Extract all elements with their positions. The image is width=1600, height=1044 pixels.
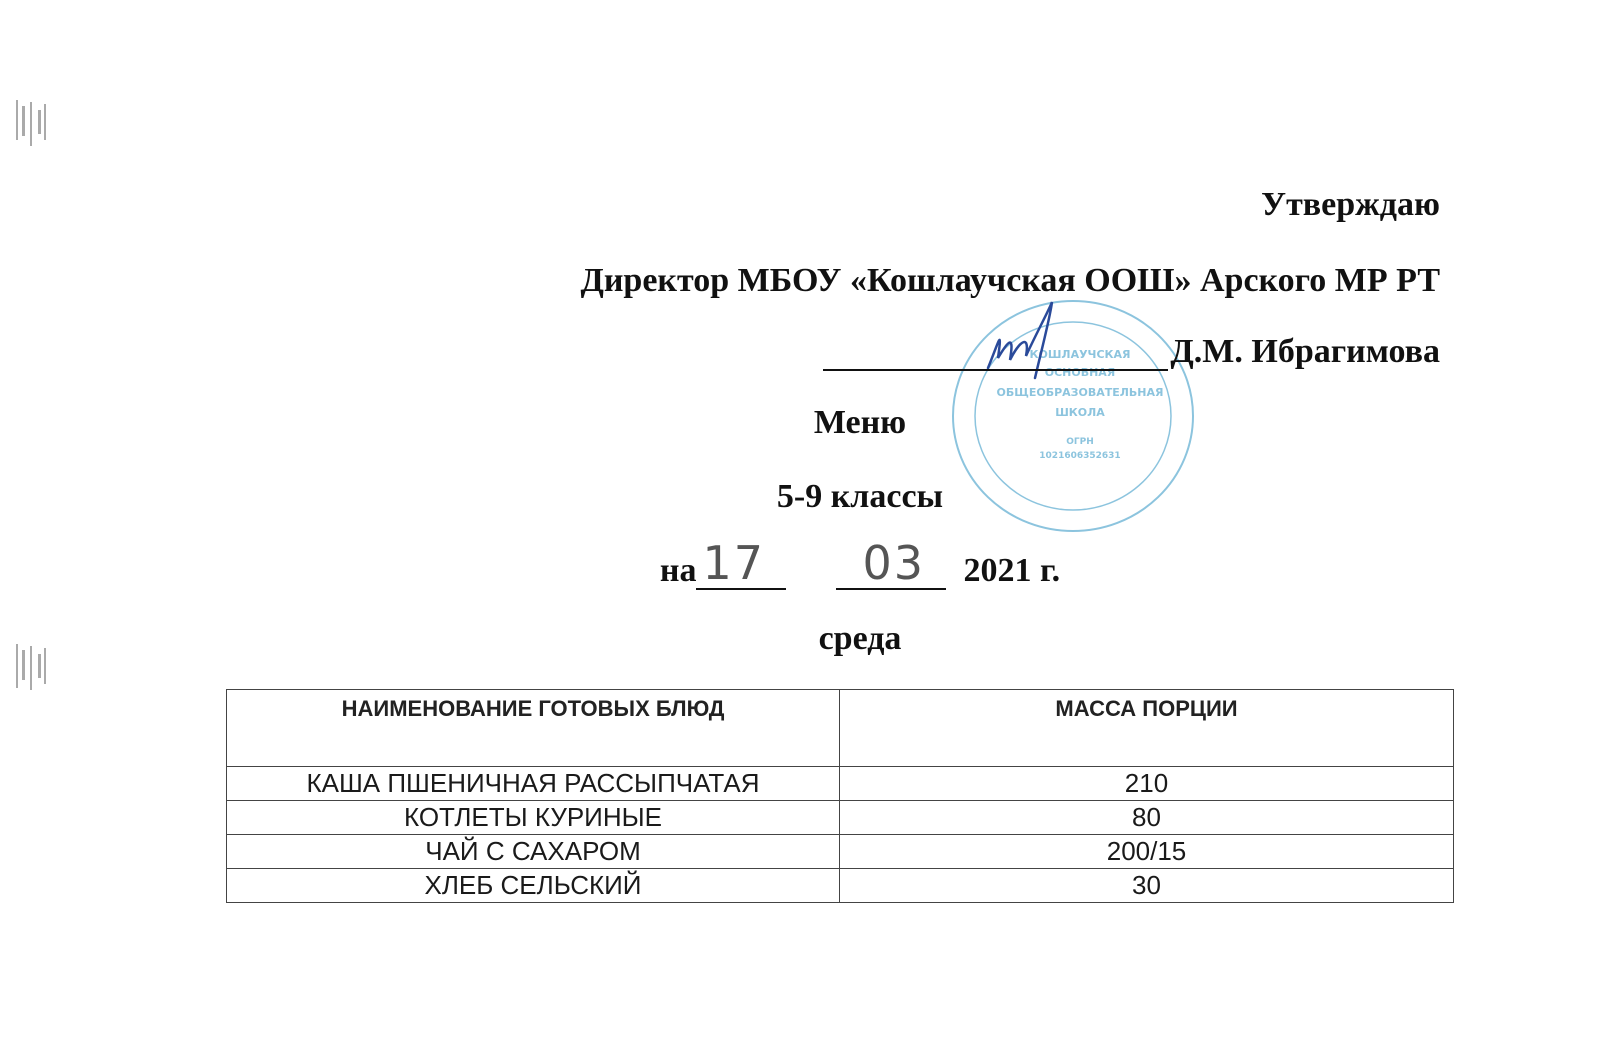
approval-label: Утверждаю <box>1261 186 1440 223</box>
table-row <box>227 835 1454 869</box>
column-header-mass: МАССА ПОРЦИИ <box>840 690 1454 767</box>
svg-text:ОБЩЕОБРАЗОВАТЕЛЬНАЯ: ОБЩЕОБРАЗОВАТЕЛЬНАЯ <box>996 386 1164 399</box>
svg-text:ШКОЛА: ШКОЛА <box>1055 406 1105 419</box>
svg-text:ОГРН: ОГРН <box>1066 437 1094 447</box>
scan-noise <box>14 96 48 156</box>
table-row <box>227 767 1454 801</box>
day-blank <box>696 536 786 590</box>
classes-label: 5-9 классы <box>776 478 944 515</box>
month-blank <box>836 536 946 590</box>
portion-mass: 200/15 <box>840 835 1454 869</box>
director-title: Директор МБОУ «Кошлаучская ООШ» Арского МР РТ <box>580 262 1440 299</box>
svg-text:КОШЛАУЧСКАЯ: КОШЛАУЧСКАЯ <box>1029 348 1131 361</box>
weekday-label: среда <box>818 620 902 657</box>
dish-name: ХЛЕБ СЕЛЬСКИЙ <box>227 869 840 903</box>
menu-table <box>226 689 1454 903</box>
signature-blank <box>823 335 1168 371</box>
table-row <box>227 801 1454 835</box>
portion-mass: 30 <box>840 869 1454 903</box>
dish-name: ЧАЙ С САХАРОМ <box>227 835 840 869</box>
document-title: Меню <box>813 404 907 441</box>
handwritten-month: 03 <box>862 536 926 590</box>
column-header-dish: НАИМЕНОВАНИЕ ГОТОВЫХ БЛЮД <box>227 690 840 767</box>
signatory-name: Д.М. Ибрагимова <box>1170 333 1440 370</box>
svg-text:1021606352631: 1021606352631 <box>1039 451 1121 461</box>
portion-mass: 80 <box>840 801 1454 835</box>
dish-name: КАША ПШЕНИЧНАЯ РАССЫПЧАТАЯ <box>227 767 840 801</box>
date-line <box>0 536 1600 590</box>
year-label: 2021 г. <box>963 552 1061 589</box>
date-prefix: на <box>659 552 697 589</box>
portion-mass: 210 <box>840 767 1454 801</box>
dish-name: КОТЛЕТЫ КУРИНЫЕ <box>227 801 840 835</box>
signature-line <box>823 333 1440 371</box>
table-row <box>227 869 1454 903</box>
table-header-row <box>227 690 1454 767</box>
handwritten-day: 17 <box>702 536 766 590</box>
svg-text:ОСНОВНАЯ: ОСНОВНАЯ <box>1044 366 1116 379</box>
